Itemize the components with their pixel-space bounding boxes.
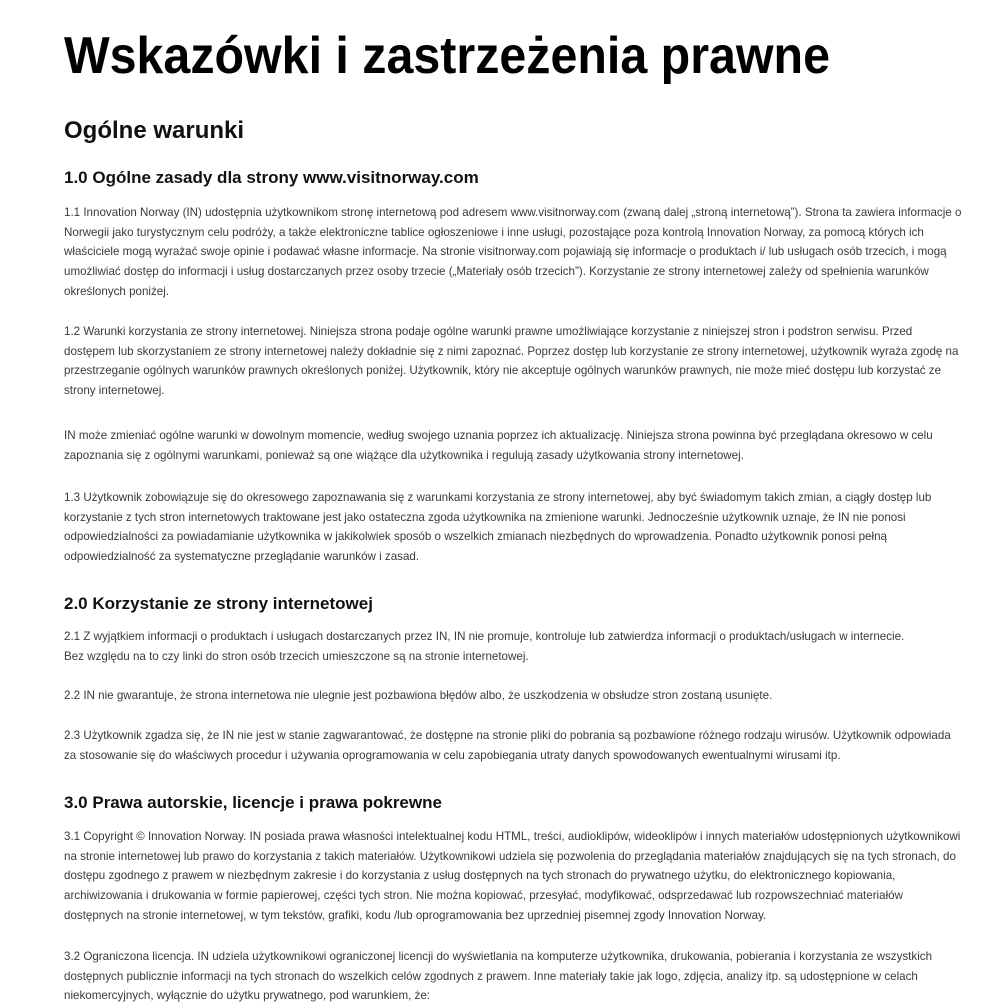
paragraph-2-1-line-2: Bez względu na to czy linki do stron osób trzecich umieszczone są na stronie internetowej. [64,649,529,663]
paragraph-2-3: 2.3 Użytkownik zgadza się, że IN nie jest w stanie zagwarantować, że dostępne na stronie pliki do pobrania są pozbawione różnego rodzaju wirusów. Użytkownik odpowiada za stosowanie się do właściwych procedur i używania oprogramowania w celu zapobiegania utraty danych spowodowanych ewentualnymi wirusami itp. [64,729,951,762]
paragraph-1-2: 1.2 Warunki korzystania ze strony internetowej. Niniejsza strona podaje ogólne warunki prawne umożliwiające korzystanie z niniejszej stron i podstron serwisu. Przed dostępem lub skorzystaniem ze strony internetowej należy dokładnie się z nimi zapoznać. Poprzez dostęp lub korzystanie ze strony internetowej, użytkownik wyraża zgodę na przestrzeganie ogólnych warunków prawnych określonych poniżej. Użytkownik, który nie akceptuje ogólnych warunków prawnych, nie może mieć dostępu lub korzystać ze strony internetowej. [64,325,959,398]
paragraph-2-2: 2.2 IN nie gwarantuje, że strona internetowa nie ulegnie jest pozbawiona błędów albo, że uszkodzenia w obsłudze stron zostaną usunięte. [64,689,773,702]
paragraph-2-1 [64,627,964,666]
page-subtitle: Ogólne warunki [64,117,245,144]
section-heading-2: 2.0 Korzystanie ze strony internetowej [64,594,373,613]
paragraph-1-3: 1.3 Użytkownik zobowiązuje się do okresowego zapoznawania się z warunkami korzystania ze strony internetowej, aby być świadomym takich zmian, a ciągły dostęp lub korzystanie z tych stron internetowych traktowane jest jako ostateczna zgoda użytkownika na zmienione warunki. Jednocześnie użytkownik uznaje, że IN nie ponosi odpowiedzialności za powiadamianie użytkownika w jakikolwiek sposób o wszelkich zmianach niezbędnych do wprowadzenia. Ponadto użytkownik ponosi pełną odpowiedzialność za systematyczne przeglądanie warunków i zasad. [64,491,932,564]
paragraph-3-1: 3.1 Copyright © Innovation Norway. IN posiada prawa własności intelektualnej kodu HTML, treści, audioklipów, wideoklipów i innych materiałów udostępnionych użytkownikowi na stronie internetowej lub prawo do korzystania z takich materiałów. Użytkownikowi udziela się pozwolenia do przeglądania materiałów znajdujących się na tych stronach, do dostępu zgodnego z prawem w niezbędnym zakresie i do korzystania z usług dostępnych na tych stronach do prywatnego użytku, do elektronicznego kopiowania, archiwizowania i drukowania w formie papierowej, części tych stron. Nie można kopiować, przesyłać, modyfikować, odsprzedawać lub rozpowszechniać materiałów dostępnych na stronie internetowej, w tym tekstów, grafiki, kodu /lub oprogramowania bez uprzedniej pisemnej zgody Innovation Norway. [64,830,961,922]
paragraph-1-changes: IN może zmieniać ogólne warunki w dowolnym momencie, według swojego uznania poprzez ich aktualizację. Niniejsza strona powinna być przeglądana okresowo w celu zapoznania się z ogólnymi warunkami, ponieważ są one wiążące dla użytkownika i regulują zasady użytkowania strony internetowej. [64,429,933,462]
paragraph-2-1-line-1: 2.1 Z wyjątkiem informacji o produktach i usługach dostarczanych przez IN, IN nie promuje, kontroluje lub zatwierdza informacji o produktach/usługach w internecie. [64,630,905,643]
page-title: Wskazówki i zastrzeżenia prawne [64,27,830,85]
paragraph-3-2: 3.2 Ograniczona licencja. IN udziela użytkownikowi ograniczonej licencji do wyświetlania na komputerze użytkownika, drukowania, pobierania i korzystania ze wszystkich dostępnych publicznie informacji na tych stronach do wszelkich celów zgodnych z prawem. Inne materiały takie jak logo, zdjęcia, analizy itp. są udostępnione w celach niekomercyjnych, wyłącznie do użytku prywatnego, pod warunkiem, że: [64,950,933,1003]
section-heading-1: 1.0 Ogólne zasady dla strony www.visitnorway.com [64,168,479,187]
paragraph-1-1: 1.1 Innovation Norway (IN) udostępnia użytkownikom stronę internetową pod adresem www.visitnorway.com (zwaną dalej „stroną internetową”). Strona ta zawiera informacje o Norwegii jako turystycznym celu podróży, a także elektroniczne tablice ogłoszeniowe i inne usługi, pozostające poza kontrolą Innovation Norway, za pomocą których ich właściciele mogą wyrażać swoje opinie i podawać własne informacje. Na stronie visitnorway.com pojawiają się informacje o produktach i/ lub usługach osób trzecich, i mogą umożliwiać dostęp do informacji i usług dostarczanych przez osoby trzecie („Materiały osób trzecich”). Korzystanie ze strony internetowej zależy od spełnienia warunków określonych poniżej. [64,206,962,298]
section-heading-3: 3.0 Prawa autorskie, licencje i prawa pokrewne [64,793,442,812]
